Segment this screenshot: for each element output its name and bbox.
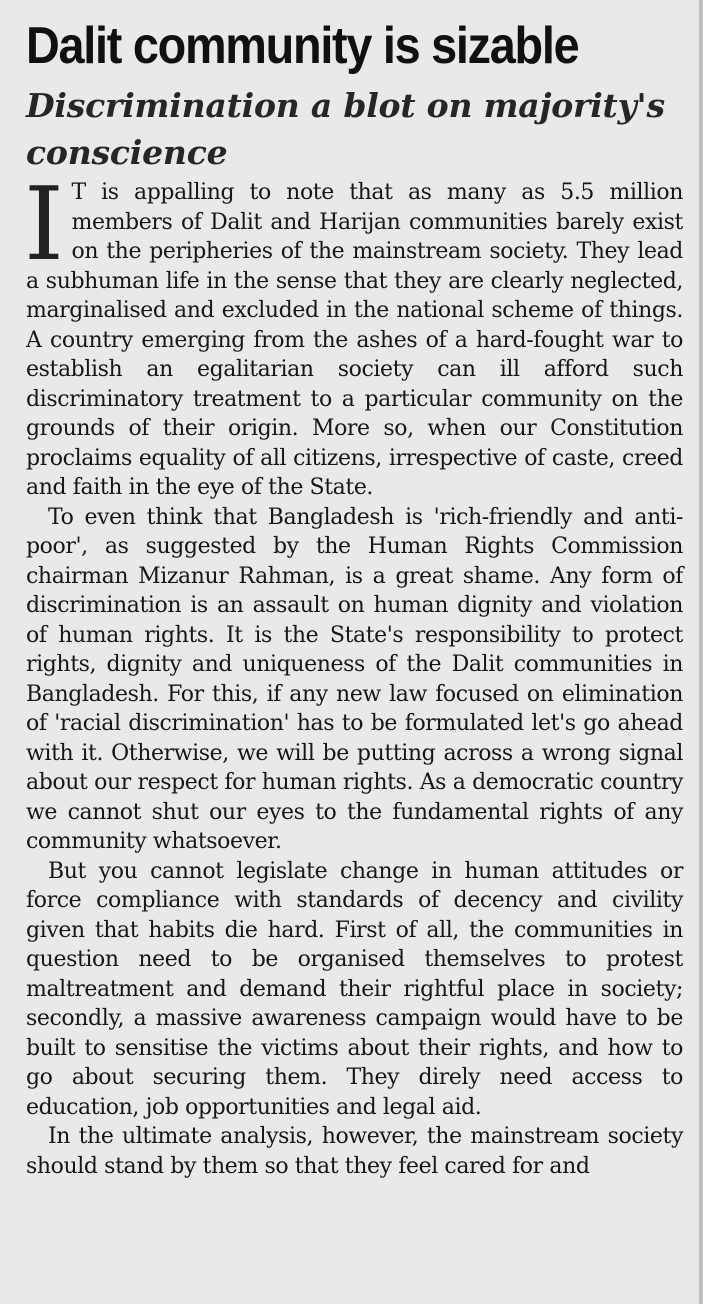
column-edge <box>699 0 703 1304</box>
article-body <box>24 165 683 1181</box>
paragraph-4: In the ultimate analysis, however, the mainstream society should stand by them so that they feel cared for and <box>26 1124 683 1179</box>
headline: Dalit community is sizable <box>26 17 579 75</box>
subheadline: Discrimination a blot on majority's conscience <box>26 86 665 172</box>
paragraph-2: To even think that Bangladesh is 'rich-friendly and anti-poor', as suggested by the Human Rights Commission chairman Mizanur Rahman, is a great shame. Any form of discrimination is an assault on human dignity and violation of human rights. It is the State's responsibility to protect rights, dignity and uniqueness of the Dalit communities in Bangladesh. For this, if any new law focused on elimination of 'racial discrimination' has to be formulated let's go ahead with it. Otherwise, we will be putting across a wrong signal about our respect for human rights. As a democratic country we cannot shut our eyes to the fundamental rights of any community whatsoever. <box>26 504 683 854</box>
paragraph-3: But you cannot legislate change in human attitudes or force compliance with standards of decency and civility given that habits die hard. First of all, the communities in question need to be organised themselves to protest maltreatment and demand their rightful place in society; secondly, a massive awareness campaign would have to be built to sensitise the victims about their rights, and how to go about securing them. They direly need access to education, job opportunities and legal aid. <box>26 858 683 1120</box>
drop-cap: I <box>24 165 64 283</box>
paragraph-1-text: T is appalling to note that as many as 5.5 million members of Dalit and Harijan communities barely exist on the peripheries of the mainstream society. They lead a subhuman life in the sense that they are clearly neglected, marginalised and excluded in the national scheme of things. A country emerging from the ashes of a hard-fought war to establish an egalitarian society can ill afford such discriminatory treatment to a particular community on the grounds of their origin. More so, when our Constitution proclaims equality of all citizens, irrespective of caste, creed and faith in the eye of the State. <box>26 180 683 500</box>
paragraph-1 <box>24 165 683 503</box>
